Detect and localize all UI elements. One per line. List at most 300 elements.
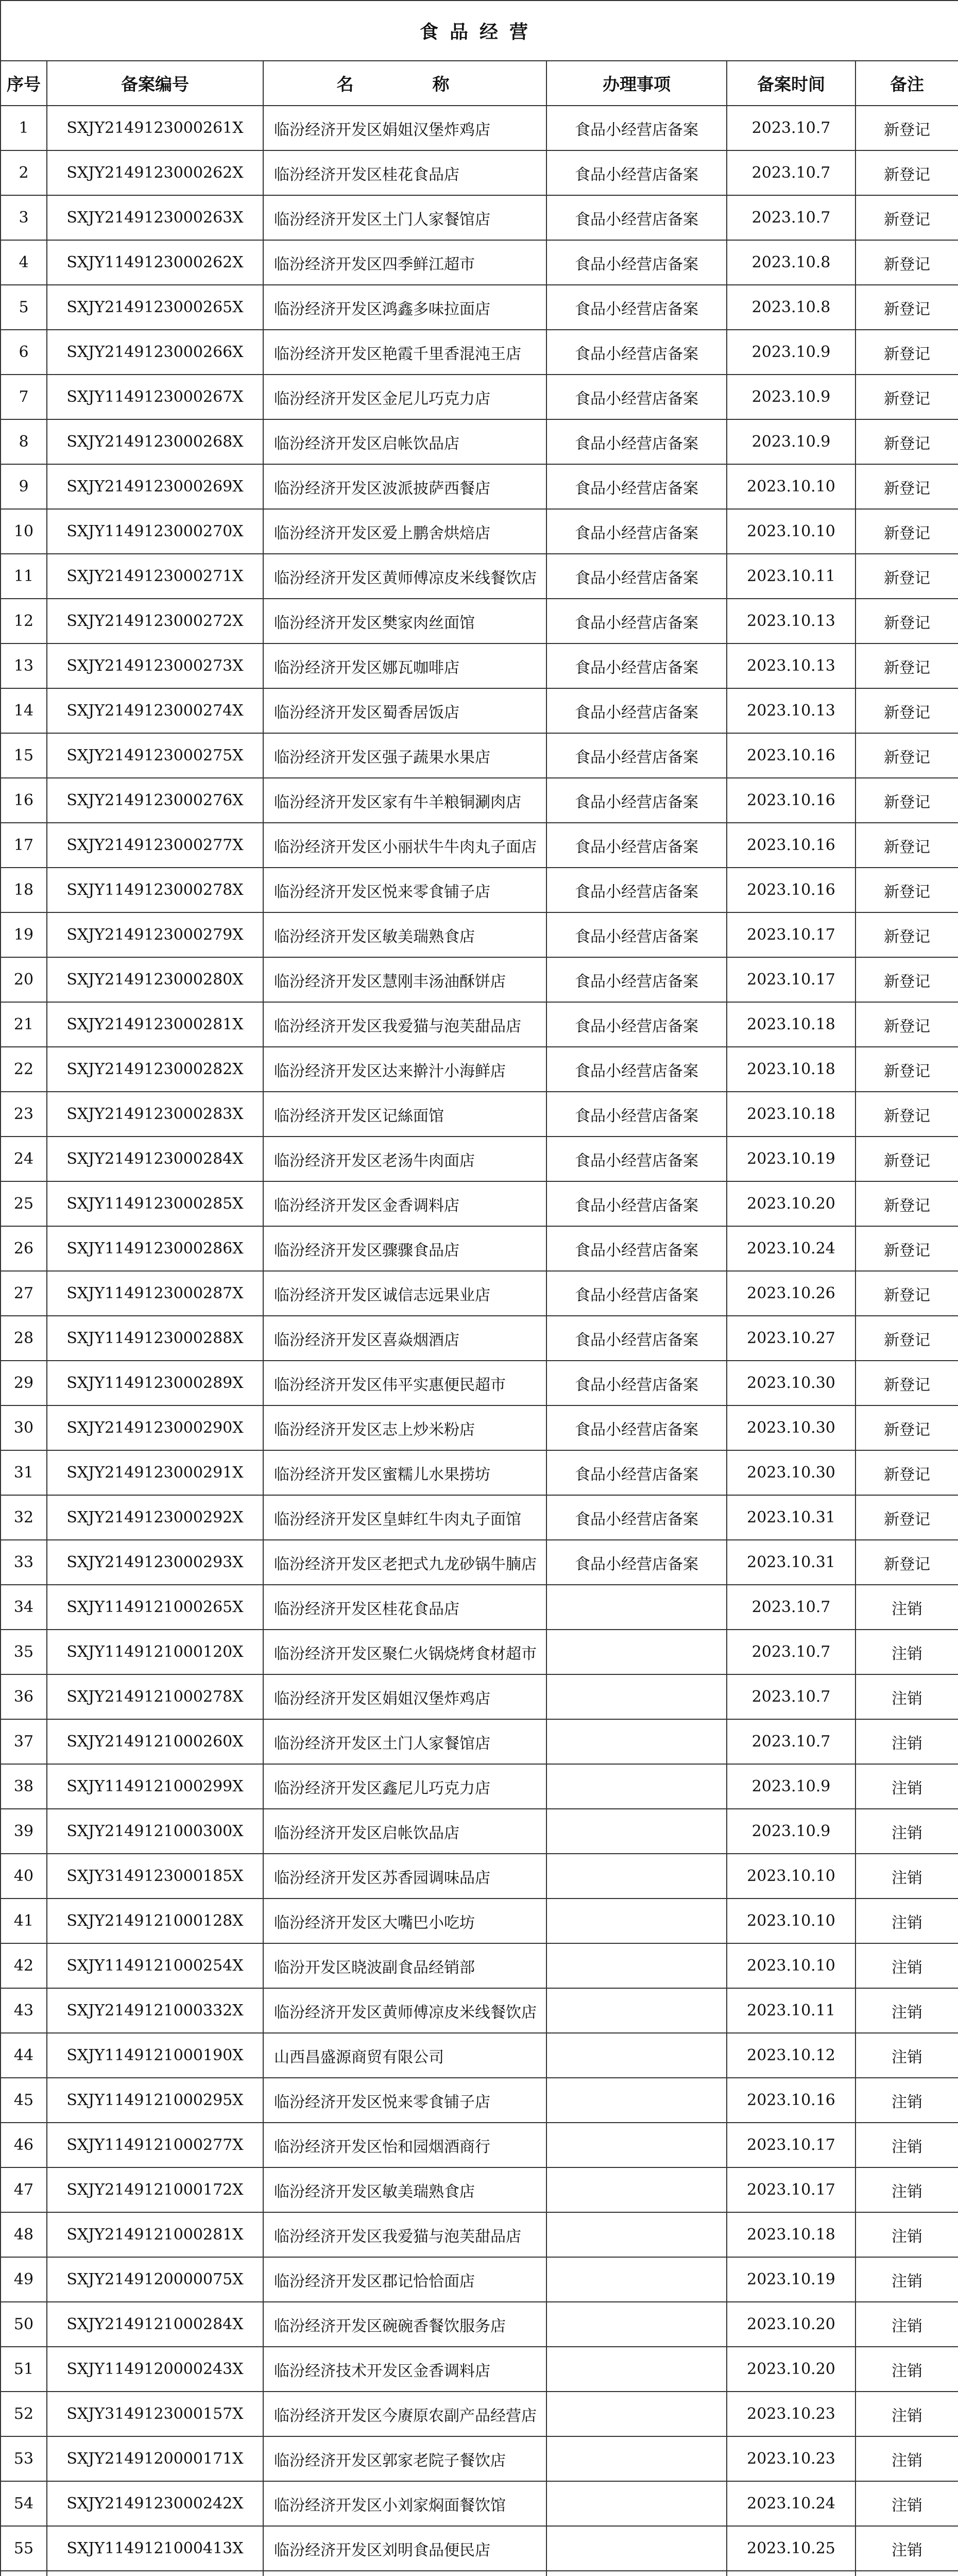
cell-index: 19: [1, 912, 47, 957]
cell-record-number: SXJY3149123000185X: [47, 1854, 263, 1899]
table-row: [1, 599, 958, 643]
cell-name: 临汾经济开发区老把式九龙砂锅牛腩店: [263, 1540, 546, 1585]
cell-record-number: SXJY1149123000288X: [47, 1316, 263, 1361]
cell-matter: 食品小经营店备案: [546, 1181, 727, 1226]
table-row: [1, 1271, 958, 1316]
cell-date: 2023.10.9: [727, 330, 856, 375]
table-row: [1, 688, 958, 733]
cell-matter: [546, 1630, 727, 1674]
cell-remark: 新登记: [856, 1002, 958, 1047]
table-row: [1, 1316, 958, 1361]
table-row: [1, 2078, 958, 2123]
cell-remark: 新登记: [856, 330, 958, 375]
cell-record-number: SXJY2149123000266X: [47, 330, 263, 375]
cell-remark: 新登记: [856, 464, 958, 509]
cell-date: [727, 2571, 856, 2576]
cell-remark: 注销: [856, 1585, 958, 1630]
cell-record-number: SXJY1149120000243X: [47, 2347, 263, 2392]
cell-record-number: SXJY2149123000275X: [47, 733, 263, 778]
cell-name: 临汾经济开发区爱上鹏舍烘焙店: [263, 509, 546, 554]
cell-date: 2023.10.7: [727, 150, 856, 195]
cell-index: 17: [1, 823, 47, 868]
cell-index: 20: [1, 957, 47, 1002]
cell-matter: [546, 1674, 727, 1719]
cell-index: 16: [1, 778, 47, 823]
table-row: [1, 2212, 958, 2257]
cell-matter: [546, 1988, 727, 2033]
cell-index: 28: [1, 1316, 47, 1361]
cell-remark: 新登记: [856, 1226, 958, 1271]
food-section-title: 食品经营: [1, 1, 958, 61]
cell-remark: 新登记: [856, 375, 958, 419]
cell-remark: 注销: [856, 2033, 958, 2078]
table-row: [1, 2257, 958, 2302]
cell-index: 5: [1, 285, 47, 330]
cell-remark: 注销: [856, 2212, 958, 2257]
cell-name: 临汾经济开发区悦来零食铺子店: [263, 2078, 546, 2123]
cell-date: 2023.10.7: [727, 1674, 856, 1719]
cell-matter: 食品小经营店备案: [546, 1495, 727, 1540]
table-row: [1, 2481, 958, 2526]
cell-record-number: SXJY2149123000284X: [47, 1137, 263, 1181]
cell-name: 临汾经济开发区娟姐汉堡炸鸡店: [263, 106, 546, 150]
table-row: [1, 195, 958, 240]
cell-matter: 食品小经营店备案: [546, 1361, 727, 1405]
cell-matter: [546, 2436, 727, 2481]
cell-index: [1, 2571, 47, 2576]
cell-date: 2023.10.26: [727, 1271, 856, 1316]
cell-name: 临汾经济开发区聚仁火锅烧烤食材超市: [263, 1630, 546, 1674]
cell-index: 38: [1, 1764, 47, 1809]
cell-index: 51: [1, 2347, 47, 2392]
cell-record-number: SXJY2149120000171X: [47, 2436, 263, 2481]
header-record-date: 备案时间: [727, 61, 856, 106]
cell-date: 2023.10.27: [727, 1316, 856, 1361]
cell-index: 13: [1, 643, 47, 688]
cell-index: 39: [1, 1809, 47, 1854]
cell-remark: 注销: [856, 2078, 958, 2123]
cell-index: 55: [1, 2526, 47, 2571]
cell-date: 2023.10.11: [727, 1988, 856, 2033]
cell-name: 临汾经济开发区启帐饮品店: [263, 1809, 546, 1854]
table-row: [1, 1674, 958, 1719]
cell-remark: [856, 2571, 958, 2576]
cell-matter: 食品小经营店备案: [546, 330, 727, 375]
cell-index: 4: [1, 240, 47, 285]
cell-matter: [546, 2033, 727, 2078]
header-index: 序号: [1, 61, 47, 106]
cell-remark: 新登记: [856, 509, 958, 554]
cell-remark: 注销: [856, 2257, 958, 2302]
cell-record-number: SXJY2149121000278X: [47, 1674, 263, 1719]
cell-date: 2023.10.18: [727, 1047, 856, 1092]
cell-matter: 食品小经营店备案: [546, 150, 727, 195]
cell-remark: 新登记: [856, 1540, 958, 1585]
cell-record-number: SXJY2149123000263X: [47, 195, 263, 240]
cell-matter: 食品小经营店备案: [546, 643, 727, 688]
cell-date: 2023.10.9: [727, 1809, 856, 1854]
cell-date: 2023.10.13: [727, 643, 856, 688]
cell-index: 32: [1, 1495, 47, 1540]
cell-index: 26: [1, 1226, 47, 1271]
cell-matter: 食品小经营店备案: [546, 1271, 727, 1316]
table-row: [1, 1764, 958, 1809]
cell-remark: 新登记: [856, 1092, 958, 1137]
cell-remark: 新登记: [856, 1047, 958, 1092]
cell-remark: 注销: [856, 2526, 958, 2571]
cell-record-number: SXJY1149121000277X: [47, 2123, 263, 2167]
table-row: [1, 2571, 958, 2576]
cell-matter: 食品小经营店备案: [546, 554, 727, 599]
cell-record-number: SXJY1149123000286X: [47, 1226, 263, 1271]
cell-remark: 注销: [856, 1764, 958, 1809]
table-row: [1, 1854, 958, 1899]
cell-date: 2023.10.18: [727, 1092, 856, 1137]
cell-record-number: SXJY2149123000291X: [47, 1450, 263, 1495]
cell-name: 临汾经济开发区桂花食品店: [263, 150, 546, 195]
table-row: [1, 509, 958, 554]
cell-record-number: SXJY2149123000268X: [47, 419, 263, 464]
cell-matter: [546, 1854, 727, 1899]
table-row: [1, 1405, 958, 1450]
cell-record-number: SXJY2149121000281X: [47, 2212, 263, 2257]
cell-record-number: SXJY2149123000265X: [47, 285, 263, 330]
cell-record-number: SXJY2149123000242X: [47, 2481, 263, 2526]
table-row: [1, 778, 958, 823]
cell-date: 2023.10.16: [727, 868, 856, 912]
cell-date: 2023.10.30: [727, 1450, 856, 1495]
food-section-title-row: [1, 1, 958, 61]
cell-matter: [546, 1719, 727, 1764]
cell-date: 2023.10.8: [727, 240, 856, 285]
cell-name: 临汾经济开发区小刘家焖面餐饮馆: [263, 2481, 546, 2526]
cell-matter: [546, 2302, 727, 2347]
table-row: [1, 1809, 958, 1854]
table-row: [1, 554, 958, 599]
cell-index: 21: [1, 1002, 47, 1047]
cell-index: 50: [1, 2302, 47, 2347]
cell-matter: 食品小经营店备案: [546, 599, 727, 643]
cell-record-number: SXJY2149123000280X: [47, 957, 263, 1002]
cell-date: 2023.10.30: [727, 1405, 856, 1450]
cell-matter: 食品小经营店备案: [546, 1137, 727, 1181]
cell-name: 临汾经济开发区我爱猫与泡芙甜品店: [263, 1002, 546, 1047]
cell-record-number: SXJY2149123000271X: [47, 554, 263, 599]
table-row: [1, 1002, 958, 1047]
table-row: [1, 1092, 958, 1137]
cell-remark: 注销: [856, 2481, 958, 2526]
cell-record-number: SXJY2149123000282X: [47, 1047, 263, 1092]
cell-name: 临汾经济开发区敏美瑞熟食店: [263, 912, 546, 957]
table-row: [1, 1943, 958, 1988]
table-row: [1, 1540, 958, 1585]
cell-index: 42: [1, 1943, 47, 1988]
table-row: [1, 240, 958, 285]
cell-record-number: SXJY2149121000300X: [47, 1809, 263, 1854]
cell-remark: 新登记: [856, 285, 958, 330]
cell-index: 35: [1, 1630, 47, 1674]
table-row: [1, 285, 958, 330]
table-row: [1, 2302, 958, 2347]
cell-record-number: SXJY1149123000278X: [47, 868, 263, 912]
cell-name: 临汾经济开发区慧刚丰汤油酥饼店: [263, 957, 546, 1002]
table-row: [1, 2123, 958, 2167]
cell-matter: 食品小经营店备案: [546, 957, 727, 1002]
cell-matter: 食品小经营店备案: [546, 464, 727, 509]
cell-matter: 食品小经营店备案: [546, 778, 727, 823]
cell-name: 临汾经济开发区今赓原农副产品经营店: [263, 2392, 546, 2436]
table-row: [1, 1450, 958, 1495]
cell-name: 临汾经济开发区娜瓦咖啡店: [263, 643, 546, 688]
cell-record-number: SXJY1149123000289X: [47, 1361, 263, 1405]
cell-record-number: SXJY1149123000287X: [47, 1271, 263, 1316]
cell-index: 2: [1, 150, 47, 195]
cell-remark: 新登记: [856, 957, 958, 1002]
cell-matter: 食品小经营店备案: [546, 1316, 727, 1361]
cell-index: 36: [1, 1674, 47, 1719]
cell-name: 临汾经济开发区悦来零食铺子店: [263, 868, 546, 912]
cell-index: 31: [1, 1450, 47, 1495]
cell-remark: 新登记: [856, 1181, 958, 1226]
cell-record-number: SXJY2149123000290X: [47, 1405, 263, 1450]
cell-record-number: SXJY2149123000293X: [47, 1540, 263, 1585]
cell-matter: 食品小经营店备案: [546, 1450, 727, 1495]
cell-matter: [546, 2212, 727, 2257]
cell-record-number: SXJY2149123000274X: [47, 688, 263, 733]
cell-record-number: SXJY1149121000120X: [47, 1630, 263, 1674]
cell-index: 34: [1, 1585, 47, 1630]
cell-date: 2023.10.16: [727, 823, 856, 868]
cell-remark: 新登记: [856, 240, 958, 285]
cell-matter: 食品小经营店备案: [546, 106, 727, 150]
cell-name: 临汾开发区晓波副食品经销部: [263, 1943, 546, 1988]
table-row: [1, 1585, 958, 1630]
cell-matter: 食品小经营店备案: [546, 912, 727, 957]
cell-name: 临汾经济开发区皇蚌红牛肉丸子面馆: [263, 1495, 546, 1540]
cell-remark: 注销: [856, 1899, 958, 1943]
cell-date: 2023.10.9: [727, 419, 856, 464]
cell-matter: [546, 2257, 727, 2302]
cell-remark: 新登记: [856, 1271, 958, 1316]
cell-matter: 食品小经营店备案: [546, 375, 727, 419]
cell-date: 2023.10.24: [727, 1226, 856, 1271]
cell-index: 22: [1, 1047, 47, 1092]
cell-index: 49: [1, 2257, 47, 2302]
cell-matter: [546, 2078, 727, 2123]
cell-remark: 注销: [856, 2167, 958, 2212]
cell-name: 山西昌盛源商贸有限公司: [263, 2033, 546, 2078]
cell-remark: 新登记: [856, 419, 958, 464]
cell-index: 43: [1, 1988, 47, 2033]
cell-index: 52: [1, 2392, 47, 2436]
cell-remark: 新登记: [856, 554, 958, 599]
cell-date: 2023.10.9: [727, 375, 856, 419]
cell-record-number: SXJY2149123000261X: [47, 106, 263, 150]
cell-date: 2023.10.17: [727, 957, 856, 1002]
cell-name: 临汾经济开发区敏美瑞熟食店: [263, 2167, 546, 2212]
cell-name: 临汾经济开发区苏香园调味品店: [263, 1854, 546, 1899]
cell-matter: 食品小经营店备案: [546, 419, 727, 464]
cell-record-number: SXJY2149121000260X: [47, 1719, 263, 1764]
cell-index: 29: [1, 1361, 47, 1405]
table-row: [1, 733, 958, 778]
cell-name: 临汾经济技术开发区金香调料店: [263, 2347, 546, 2392]
cell-matter: [546, 2167, 727, 2212]
cell-index: 47: [1, 2167, 47, 2212]
cell-remark: 注销: [856, 1674, 958, 1719]
cell-name: 临汾经济开发区我爱猫与泡芙甜品店: [263, 2212, 546, 2257]
cell-matter: 食品小经营店备案: [546, 195, 727, 240]
cell-index: 7: [1, 375, 47, 419]
table-row: [1, 419, 958, 464]
cell-remark: 注销: [856, 2436, 958, 2481]
cell-date: 2023.10.20: [727, 1181, 856, 1226]
cell-record-number: SXJY2149123000276X: [47, 778, 263, 823]
cell-remark: 新登记: [856, 599, 958, 643]
table-row: [1, 1181, 958, 1226]
cell-record-number: SXJY2149120000075X: [47, 2257, 263, 2302]
cell-index: 14: [1, 688, 47, 733]
cell-record-number: SXJY1149121000254X: [47, 1943, 263, 1988]
cell-remark: 新登记: [856, 1495, 958, 1540]
cell-index: 10: [1, 509, 47, 554]
cell-remark: 注销: [856, 1809, 958, 1854]
cell-index: 46: [1, 2123, 47, 2167]
cell-name: 临汾经济开发区鑫尼儿巧克力店: [263, 1764, 546, 1809]
cell-name: 临汾经济开发区金香调料店: [263, 1181, 546, 1226]
cell-date: 2023.10.18: [727, 1002, 856, 1047]
cell-date: 2023.10.20: [727, 2302, 856, 2347]
cell-remark: 新登记: [856, 823, 958, 868]
cell-date: 2023.10.17: [727, 2167, 856, 2212]
cell-name: 临汾经济开发区艳霞千里香混沌王店: [263, 330, 546, 375]
cell-index: 30: [1, 1405, 47, 1450]
cell-remark: 新登记: [856, 912, 958, 957]
cell-name: 临汾经济开发区波派披萨西餐店: [263, 464, 546, 509]
cell-record-number: SXJY1149123000267X: [47, 375, 263, 419]
cell-index: 24: [1, 1137, 47, 1181]
cell-date: 2023.10.10: [727, 1943, 856, 1988]
cell-matter: 食品小经营店备案: [546, 1047, 727, 1092]
cell-index: 9: [1, 464, 47, 509]
cell-remark: 新登记: [856, 195, 958, 240]
cell-date: 2023.10.19: [727, 1137, 856, 1181]
cell-matter: [546, 1585, 727, 1630]
table-row: [1, 1495, 958, 1540]
cell-index: 53: [1, 2436, 47, 2481]
cell-remark: 新登记: [856, 150, 958, 195]
table-row: [1, 330, 958, 375]
cell-matter: 食品小经营店备案: [546, 1405, 727, 1450]
cell-index: 41: [1, 1899, 47, 1943]
cell-matter: [546, 1943, 727, 1988]
cell-remark: 注销: [856, 1943, 958, 1988]
cell-index: 6: [1, 330, 47, 375]
cell-name: 临汾经济开发区老汤牛肉面店: [263, 1137, 546, 1181]
cell-remark: 注销: [856, 2392, 958, 2436]
cell-index: 45: [1, 2078, 47, 2123]
cell-record-number: SXJY2149123000273X: [47, 643, 263, 688]
cell-name: 临汾经济开发区强子蔬果水果店: [263, 733, 546, 778]
cell-record-number: SXJY2149123000292X: [47, 1495, 263, 1540]
cell-name: 临汾经济开发区刘明食品便民店: [263, 2526, 546, 2571]
cell-remark: 注销: [856, 2302, 958, 2347]
cell-date: 2023.10.31: [727, 1495, 856, 1540]
cell-date: 2023.10.7: [727, 106, 856, 150]
cell-index: 48: [1, 2212, 47, 2257]
cell-matter: [546, 2481, 727, 2526]
header-name: 名 称: [263, 61, 546, 106]
table-row: [1, 643, 958, 688]
cell-record-number: SXJY2149123000277X: [47, 823, 263, 868]
cell-matter: 食品小经营店备案: [546, 1002, 727, 1047]
cell-index: 1: [1, 106, 47, 150]
cell-remark: 注销: [856, 2347, 958, 2392]
table-row: [1, 1988, 958, 2033]
cell-date: 2023.10.9: [727, 1764, 856, 1809]
cell-index: 37: [1, 1719, 47, 1764]
cell-index: 23: [1, 1092, 47, 1137]
cell-index: 12: [1, 599, 47, 643]
cell-name: 临汾经济开发区郡记恰恰面店: [263, 2257, 546, 2302]
cell-record-number: SXJY1149121000413X: [47, 2526, 263, 2571]
cell-name: 临汾经济开发区蜀香居饭店: [263, 688, 546, 733]
cell-remark: 新登记: [856, 733, 958, 778]
cell-remark: 新登记: [856, 106, 958, 150]
cell-date: 2023.10.31: [727, 1540, 856, 1585]
cell-name: [263, 2571, 546, 2576]
table-row: [1, 1899, 958, 1943]
table-row: [1, 2347, 958, 2392]
cell-matter: 食品小经营店备案: [546, 1540, 727, 1585]
cell-remark: 新登记: [856, 1450, 958, 1495]
cell-matter: [546, 2123, 727, 2167]
cell-name: 临汾经济开发区怡和园烟酒商行: [263, 2123, 546, 2167]
cell-name: 临汾经济开发区娟姐汉堡炸鸡店: [263, 1674, 546, 1719]
cell-index: 44: [1, 2033, 47, 2078]
cell-matter: 食品小经营店备案: [546, 733, 727, 778]
cell-date: 2023.10.10: [727, 1854, 856, 1899]
cell-record-number: SXJY1149123000270X: [47, 509, 263, 554]
cell-record-number: SXJY1149121000190X: [47, 2033, 263, 2078]
cell-remark: 注销: [856, 1630, 958, 1674]
cell-record-number: SXJY2149123000272X: [47, 599, 263, 643]
table-row: [1, 823, 958, 868]
header-matter: 办理事项: [546, 61, 727, 106]
cell-record-number: SXJY2149123000262X: [47, 150, 263, 195]
header-remark: 备注: [856, 61, 958, 106]
table-row: [1, 2392, 958, 2436]
cell-remark: 注销: [856, 1988, 958, 2033]
table-row: [1, 912, 958, 957]
table-row: [1, 2167, 958, 2212]
cell-index: 3: [1, 195, 47, 240]
table-row: [1, 1137, 958, 1181]
cell-record-number: SXJY2149121000128X: [47, 1899, 263, 1943]
cell-date: 2023.10.13: [727, 599, 856, 643]
cell-remark: 新登记: [856, 688, 958, 733]
cell-date: 2023.10.30: [727, 1361, 856, 1405]
cell-name: 临汾经济开发区郭家老院子餐饮店: [263, 2436, 546, 2481]
cell-date: 2023.10.7: [727, 195, 856, 240]
table-row: [1, 957, 958, 1002]
table-row: [1, 2033, 958, 2078]
cell-record-number: SXJY1149121000295X: [47, 2078, 263, 2123]
cell-date: 2023.10.10: [727, 464, 856, 509]
cell-record-number: SXJY2149121000332X: [47, 1988, 263, 2033]
table-row: [1, 2436, 958, 2481]
cell-index: 33: [1, 1540, 47, 1585]
